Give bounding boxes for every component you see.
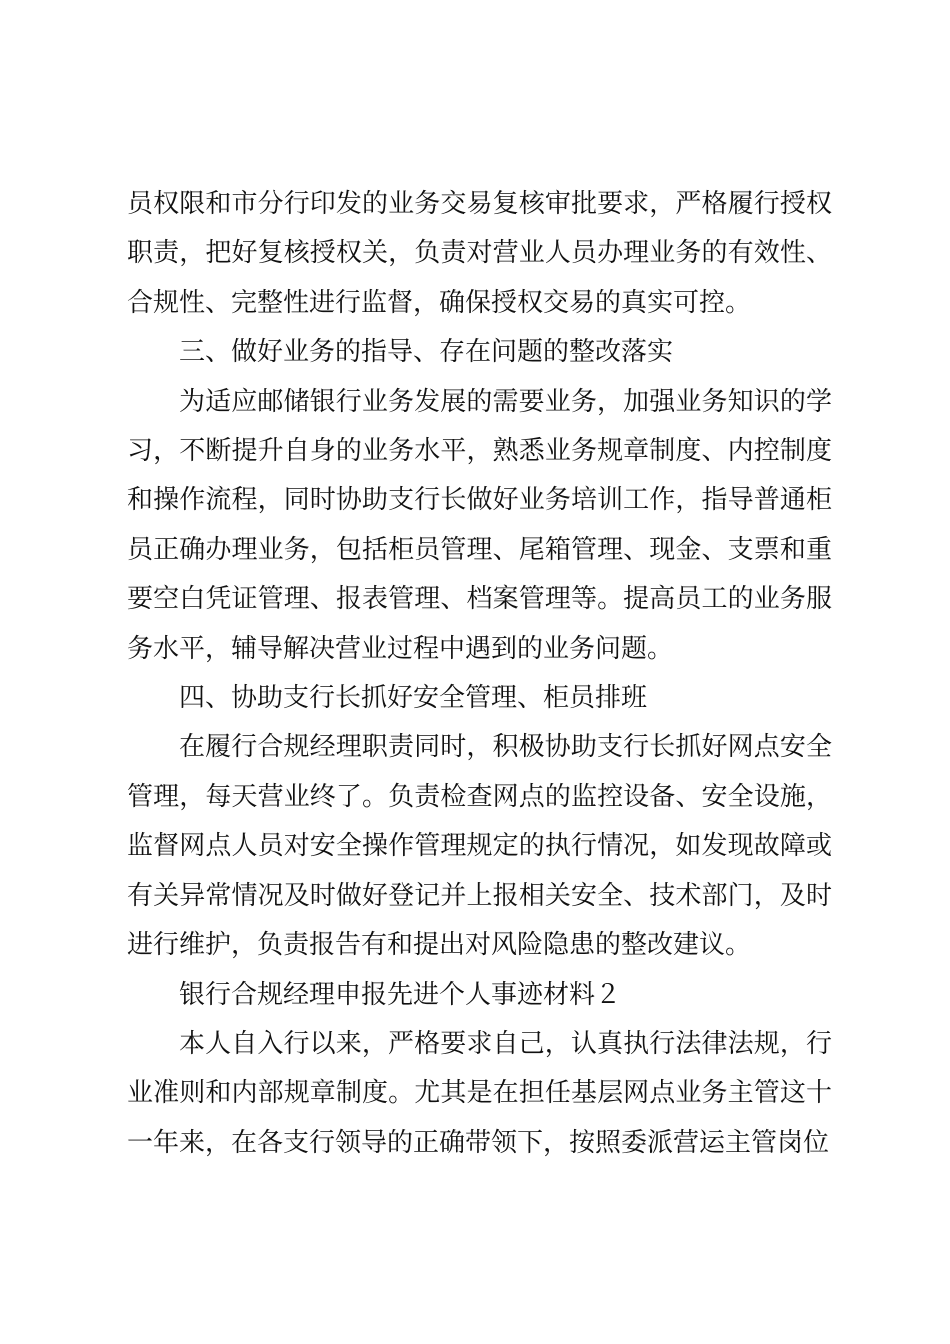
section-heading-4: 四、协助支行长抓好安全管理、柜员排班 [179, 683, 648, 714]
paragraph-4: 本人自入行以来，严格要求自己，认真执行法律法规，行业准则和内部规章制度。尤其是在担任基层网点业务主管这十一年来，在各支行领导的正确带领下，按照委派营运主管岗位 [127, 1028, 832, 1158]
paragraph-2: 为适应邮储银行业务发展的需要业务，加强业务知识的学习，不断提升自身的业务水平，熟悉业务规章制度、内控制度和操作流程，同时协助支行长做好业务培训工作，指导普通柜员正确办理业务，包括柜员管理、尾箱管理、现金、支票和重要空白凭证管理、报表管理、档案管理等。提高员工的业务服务水平，辅导解决营业过程中遇到的业务问题。 [127, 386, 832, 664]
section-heading-3: 三、做好业务的指导、存在问题的整改落实 [179, 337, 674, 368]
document-title-2: 银行合规经理申报先进个人事迹材料２ [179, 979, 622, 1010]
document-body [127, 180, 832, 1168]
paragraph-3: 在履行合规经理职责同时，积极协助支行长抓好网点安全管理，每天营业终了。负责检查网点的监控设备、安全设施，监督网点人员对安全操作管理规定的执行情况，如发现故障或有关异常情况及时做好登记并上报相关安全、技术部门，及时进行维护，负责报告有和提出对风险隐患的整改建议。 [127, 732, 832, 961]
paragraph-1: 员权限和市分行印发的业务交易复核审批要求，严格履行授权职责，把好复核授权关，负责对营业人员办理业务的有效性、合规性、完整性进行监督，确保授权交易的真实可控。 [127, 189, 832, 318]
